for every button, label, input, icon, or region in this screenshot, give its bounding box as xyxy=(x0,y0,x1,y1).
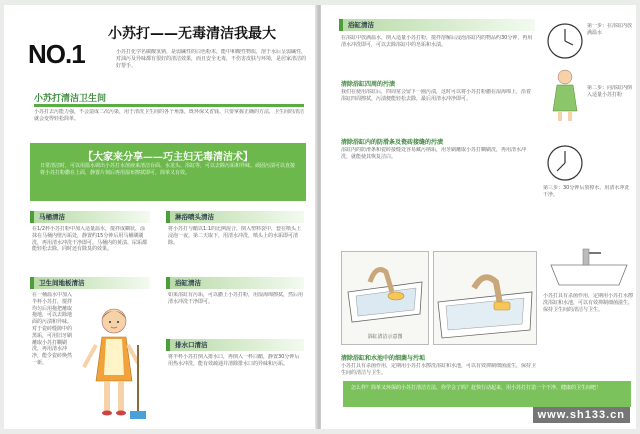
issue-number: NO.1 xyxy=(28,39,85,69)
sink-text: 小苏打具有杀菌作用，定期用小苏打水擦洗浴缸和水池，可以有效抑制细菌滋生，保持卫生间的清洁与卫生。 xyxy=(543,293,633,313)
footer-summary-box xyxy=(343,381,631,407)
tub-text: 在浴缸中放满温水，倒入适量小苏打粉，搅拌溶解后浸泡浴缸内的物品约30分钟，再用清水冲洗即可，可以去除浴缸中的皂垢和水渍。 xyxy=(341,35,533,48)
housewife-illustration xyxy=(76,305,148,423)
floor-text: 在一桶温水中加入半杯小苏打，搅拌均匀后用拖把蘸取拖地，可以去除地面的污渍和异味。对于瓷砖缝隙中的黑垢，可用旧牙刷蘸取小苏打糊刷洗，再用清水冲净，能令瓷砖焕然一新。 xyxy=(32,292,73,366)
figure-tub-1 xyxy=(341,251,429,345)
sub-text-3: 小苏打具有杀菌作用，定期用小苏打水擦洗浴缸和水池，可以有效抑制细菌滋生，保持卫生间的清洁与卫生。 xyxy=(341,363,537,376)
banner-text: 日常清洁时，可以用温水调出小苏打水溶液来清洁台面、水龙头、浴缸等，可以去除污垢和异味。顽固污渍可以直接将小苏打粉撒在上面，静置片刻后再用湿布擦拭即可，简单又有效。 xyxy=(40,163,296,176)
bath-text: 如果浴缸有污垢，可以撒上小苏打粉，用湿海绵擦拭，然后用清水冲洗干净即可。 xyxy=(168,292,304,305)
sub-heading-2: 清除浴缸内的防滑条及瓷砖接缝的污渍 xyxy=(341,139,444,146)
watermark: www.sh133.cn xyxy=(533,407,630,423)
clock-icon-2 xyxy=(545,143,585,183)
magazine-spread xyxy=(4,5,636,429)
title-brand: 小苏打 xyxy=(108,26,150,42)
bathtub-illustration xyxy=(342,252,428,330)
article-title xyxy=(108,23,308,45)
step-3-text: 第三步：30分钟后放掉水，用清水冲洗干净。 xyxy=(543,185,630,198)
scrubbing-illustration xyxy=(434,252,536,344)
toilet-text: 在1/2杯小苏打粉中加入适量温水，搅拌成糊状，涂抹在马桶内壁污垢处，静置约15分钟后用马桶刷刷洗，再用清水冲洗干净即可。马桶内的黄渍、尿垢都能轻松去除，同时还有除臭的效果。 xyxy=(32,226,148,253)
sub-heading-1: 清除浴缸四周的污渍 xyxy=(341,81,396,88)
bath-heading: 浴缸清洁 xyxy=(166,277,304,289)
floor-heading: 卫生间地板清洁 xyxy=(30,277,150,289)
figure-caption: 浴缸清洁示意图 xyxy=(367,334,403,340)
section-paragraph: 小苏打去污能力强，不会造成二次污染，用于清洗卫生间的各个角落，既环保又省钱。只要掌握正确的方法，卫生间的清洁就会变得轻松简单。 xyxy=(34,109,304,122)
step-2-text: 第二步：向浴缸内倒入适量小苏打粉 xyxy=(587,85,633,98)
clock-icon xyxy=(545,21,585,61)
sub-text-2: 浴缸内的防滑条和瓷砖接缝处容易藏污纳垢，用牙刷蘸取小苏打糊刷洗，再用清水冲洗，就能使其恢复洁白。 xyxy=(341,147,527,160)
step-1-text: 第一步：在浴缸内放满温水 xyxy=(587,23,633,36)
title-rest: ——无毒清洁我最大 xyxy=(150,26,276,42)
figure-tub-2 xyxy=(433,251,537,345)
right-page xyxy=(321,5,636,429)
banner-title: 【大家来分享——巧主妇无毒清洁术】 xyxy=(83,152,253,163)
shower-heading: 淋浴喷头清洁 xyxy=(166,211,304,223)
sub-text-1: 我们在使用浴缸后，四周常会留下一圈污渍，这时可以将小苏打粉撒在湿海绵上，沿着浴缸四周擦拭，污渍便能轻松去除，最后用清水冲净即可。 xyxy=(341,89,532,102)
footer-summary: 怎么样？简单又环保的小苏打清洁方法，你学会了吗？赶快行动起来，用小苏打打造一个干净、健康的卫生间吧！ xyxy=(351,385,602,391)
drain-heading: 排水口清洁 xyxy=(166,339,304,351)
left-page xyxy=(4,5,317,429)
intro-paragraph: 小苏打化学名碳酸氢钠，是弱碱性的白色粉末，能中和酸性物质，溶于水后呈弱碱性，对油污及异味都有很好的清洁效果，而且安全无毒，不伤害皮肤与环境，是居家清洁的好帮手。 xyxy=(116,49,306,69)
section-divider xyxy=(34,104,304,107)
sub-heading-3: 清除浴缸和水池中的细菌与污垢 xyxy=(341,355,426,362)
tub-heading: 浴缸清洁 xyxy=(339,19,535,31)
tips-banner xyxy=(30,143,306,201)
shower-text: 将小苏打与醋以1:1的比例混合，倒入塑料袋中，套在喷头上浸泡一夜。第二天取下，用清水冲洗，喷头上的水垢即可清除。 xyxy=(168,226,302,246)
section-title: 小苏打清洁卫生间 xyxy=(34,94,107,104)
woman-step-illustration xyxy=(543,67,587,123)
sink-illustration xyxy=(547,245,631,289)
drain-text: 将半杯小苏打倒入排水口，再倒入一杯白醋，静置30分钟后用热水冲洗，能有效疏通并清除排水口的异味和污垢。 xyxy=(168,354,300,367)
toilet-heading: 马桶清洁 xyxy=(30,211,150,223)
